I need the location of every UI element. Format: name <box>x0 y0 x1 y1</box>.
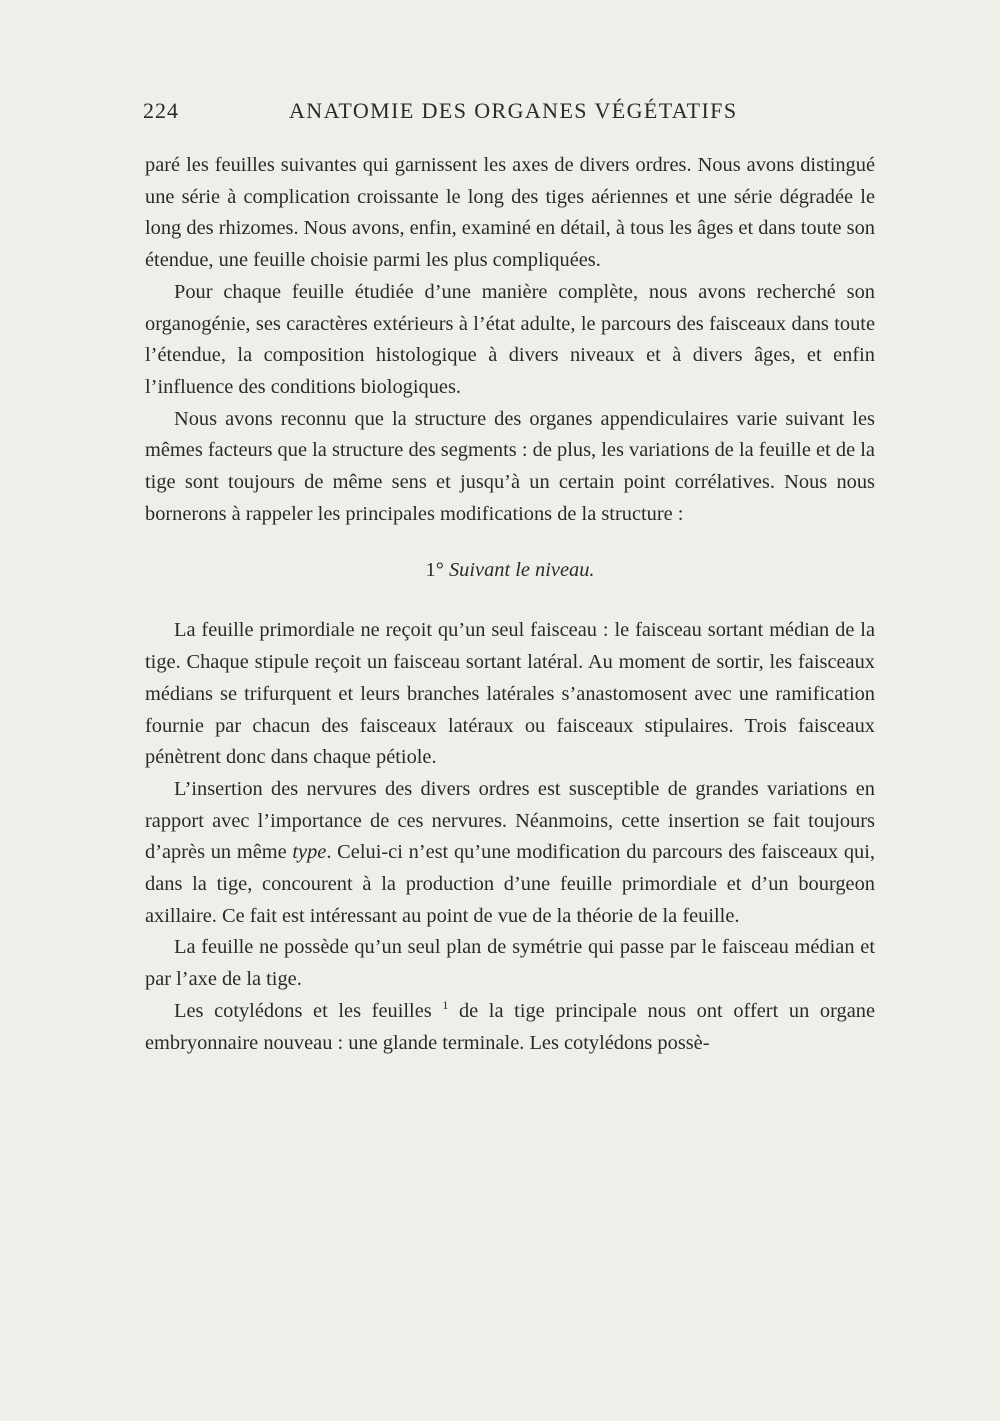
paragraph-3: Nous avons reconnu que la structure des organes appendiculaires varie suivant les mêmes facteurs que la structure des segments : de plus, les variations de la feuille et de la tige sont toujours de même sens et jusqu’à un certain point corrélatives. Nous nous bornerons à rappeler les principales modifications de la structure : <box>145 407 875 525</box>
paragraph-7-text-b: de la tige principale nous ont offert un organe embryonnaire nouveau : une glande terminale. Les cotylédons possè- <box>145 999 876 1054</box>
page-header <box>143 98 874 132</box>
paragraph-1: paré les feuilles suivantes qui garnissent les axes de divers ordres. Nous avons distingué une série à complication croissante le long des tiges aériennes et une série dégradée le long des rhizomes. Nous avons, enfin, examiné en détail, à tous les âges et dans toute son étendue, une feuille choisie parmi les plus compliquées. <box>145 154 875 272</box>
section-ordinal: 1° <box>425 559 444 582</box>
running-title: ANATOMIE DES ORGANES VÉGÉTATIFS <box>289 98 738 123</box>
paragraph-5 <box>145 774 875 933</box>
section-heading <box>145 555 875 586</box>
paragraph-7-text-a: Les cotylédons et les feuilles <box>174 999 443 1022</box>
paragraph-5-text-b: . Celui-ci n’est qu’une modification du parcours des faisceaux qui, dans la tige, concourent à la production d’une feuille primordiale et d’un bourgeon axillaire. Ce fait est intéressant au point de vue de la théorie de la feuille. <box>145 841 875 927</box>
section-title: Suivant le niveau. <box>448 559 595 582</box>
paragraph-5-text-a: L’insertion des nervures des divers ordres est susceptible de grandes variations en rapport avec l’importance de ces nervures. Néanmoins, cette insertion se fait toujours d’après un même <box>145 777 875 864</box>
footnote-marker: 1 <box>442 997 449 1012</box>
paragraph-7 <box>145 996 875 1059</box>
paragraph-6: La feuille ne possède qu’un seul plan de symétrie qui passe par le faisceau médian et par l’axe de la tige. <box>145 936 875 991</box>
body-text <box>145 150 875 1059</box>
paragraph-4: La feuille primordiale ne reçoit qu’un seul faisceau : le faisceau sortant médian de la tige. Chaque stipule reçoit un faisceau sortant latéral. Au moment de sortir, les faisceaux médians se trifurquent et leurs branches latérales s’anastomosent avec une ramification fournie par chacun des faisceaux latéraux ou faisceaux stipulaires. Trois faisceaux pénètrent donc dans chaque pétiole. <box>145 619 875 769</box>
paragraph-5-italic: type <box>292 841 327 864</box>
paragraph-2: Pour chaque feuille étudiée d’une manière complète, nous avons recherché son organogénie, ses caractères extérieurs à l’état adulte, le parcours des faisceaux dans toute l’étendue, la composition histologique à divers niveaux et à divers âges, et enfin l’influence des conditions biologiques. <box>145 280 875 398</box>
page-number: 224 <box>143 98 179 123</box>
